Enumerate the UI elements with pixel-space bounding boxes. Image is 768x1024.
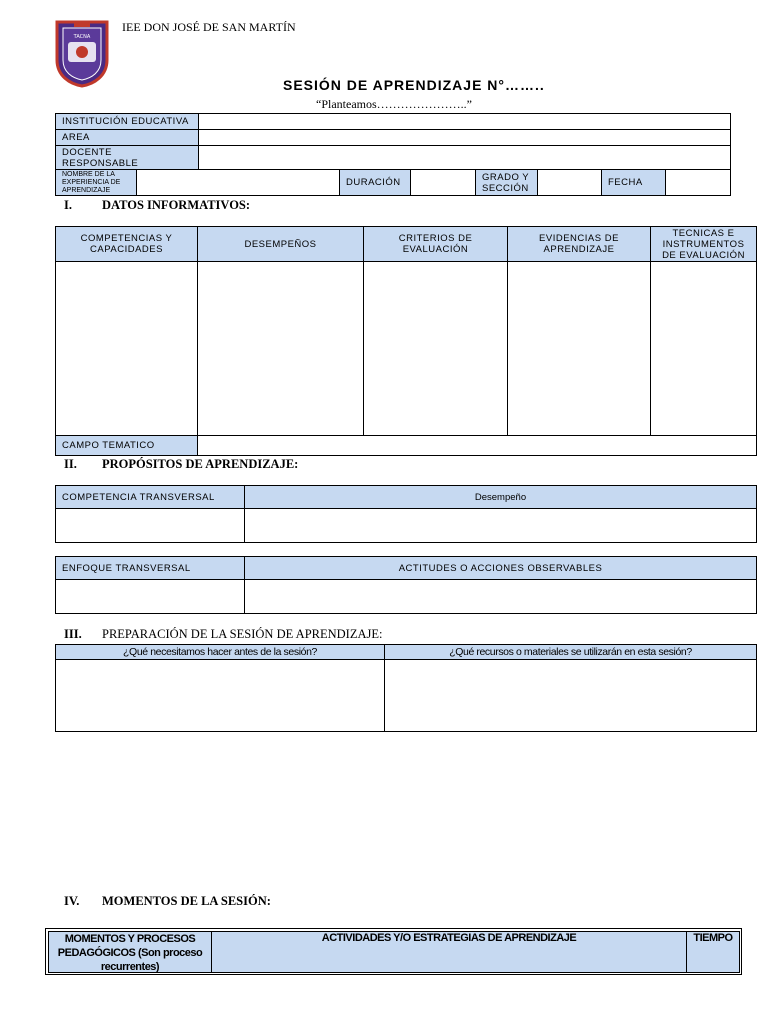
section-2-number: II.	[64, 457, 77, 471]
page-subtitle: “Planteamos…………………..”	[316, 97, 472, 111]
cell-tecnicas[interactable]	[650, 261, 757, 436]
header-competencias: COMPETENCIAS Y CAPACIDADES	[55, 226, 198, 262]
label-institucion: INSTITUCIÓN EDUCATIVA	[55, 113, 199, 130]
section-4-number: IV.	[64, 894, 80, 908]
field-area[interactable]	[198, 129, 731, 146]
label-competencia-transversal: COMPETENCIA TRANSVERSAL	[55, 485, 245, 509]
field-duracion[interactable]	[410, 169, 476, 196]
cell-criterios[interactable]	[363, 261, 508, 436]
header-evidencias: EVIDENCIAS DE APRENDIZAJE	[507, 226, 651, 262]
field-grado-seccion[interactable]	[537, 169, 602, 196]
cell-evidencias[interactable]	[507, 261, 651, 436]
section-2-heading	[64, 457, 298, 472]
header-actitudes: ACTITUDES O ACCIONES OBSERVABLES	[244, 556, 757, 580]
header-que-recursos: ¿Qué recursos o materiales se utilizarán en esta sesión?	[384, 644, 757, 660]
field-institucion[interactable]	[198, 113, 731, 130]
label-area: AREA	[55, 129, 199, 146]
header-desempenos: DESEMPEÑOS	[197, 226, 364, 262]
field-desempeno[interactable]	[244, 508, 757, 543]
section-1-title: DATOS INFORMATIVOS:	[102, 198, 251, 212]
header-desempeno: Desempeño	[244, 485, 757, 509]
section-4-title: MOMENTOS DE LA SESIÓN:	[102, 894, 271, 908]
svg-text:TACNA: TACNA	[73, 34, 91, 40]
section-3-number: III.	[64, 627, 82, 641]
school-name: IEE DON JOSÉ DE SAN MARTÍN	[122, 20, 296, 34]
field-nombre-experiencia[interactable]	[136, 169, 340, 196]
section-3-title: PREPARACIÓN DE LA SESIÓN DE APRENDIZAJE:	[102, 627, 383, 641]
header-criterios: CRITERIOS DE EVALUACIÓN	[363, 226, 508, 262]
field-que-recursos[interactable]	[384, 659, 757, 732]
cell-desempenos[interactable]	[197, 261, 364, 436]
header-tecnicas: TECNICAS E INSTRUMENTOS DE EVALUACIÓN	[650, 226, 757, 262]
label-campo-tematico: CAMPO TEMATICO	[55, 435, 198, 456]
label-docente: DOCENTE RESPONSABLE	[55, 145, 199, 170]
label-enfoque-transversal: ENFOQUE TRANSVERSAL	[55, 556, 245, 580]
field-que-necesitamos[interactable]	[55, 659, 385, 732]
section-2-title: PROPÓSITOS DE APRENDIZAJE:	[102, 457, 299, 471]
cell-competencias[interactable]	[55, 261, 198, 436]
header-que-necesitamos: ¿Qué necesitamos hacer antes de la sesión?	[55, 644, 385, 660]
school-logo-icon	[54, 20, 110, 88]
section-1-heading	[64, 198, 250, 213]
section-1-number: I.	[64, 198, 72, 212]
field-campo-tematico[interactable]	[197, 435, 757, 456]
field-competencia-transversal[interactable]	[55, 508, 245, 543]
label-fecha: FECHA	[601, 169, 666, 196]
header-momentos: MOMENTOS Y PROCESOS PEDAGÓGICOS (Son proceso recurrentes)	[48, 931, 212, 973]
field-actitudes[interactable]	[244, 579, 757, 614]
field-enfoque-transversal[interactable]	[55, 579, 245, 614]
section-3-heading	[64, 627, 382, 642]
field-fecha[interactable]	[665, 169, 731, 196]
label-nombre-experiencia: NOMBRE DE LA EXPERIENCIA DE APRENDIZAJE	[55, 169, 137, 196]
header-actividades: ACTIVIDADES Y/O ESTRATEGIAS DE APRENDIZAJE	[211, 931, 687, 973]
label-grado-seccion: GRADO Y SECCIÓN	[475, 169, 538, 196]
section-4-heading	[64, 894, 271, 909]
label-duracion: DURACIÓN	[339, 169, 411, 196]
field-docente[interactable]	[198, 145, 731, 170]
header-tiempo: TIEMPO	[686, 931, 740, 973]
page-title: SESIÓN DE APRENDIZAJE N°……..	[283, 77, 545, 93]
